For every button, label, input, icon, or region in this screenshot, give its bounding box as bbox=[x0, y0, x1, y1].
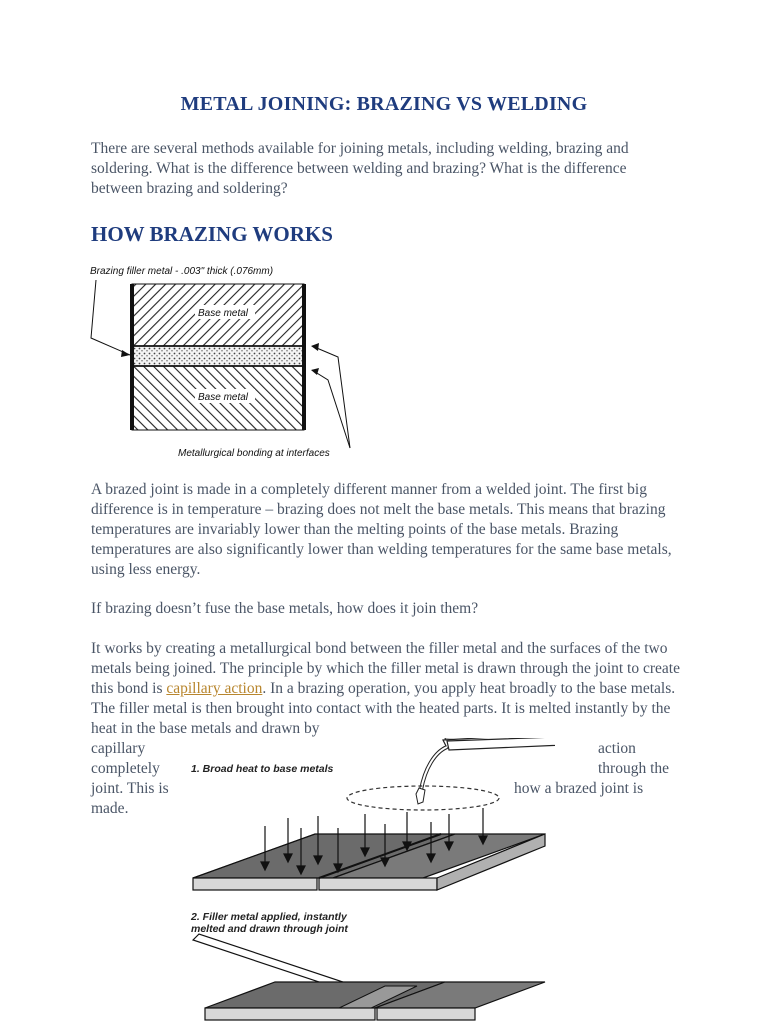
brazed-joint-diagram bbox=[88, 262, 368, 462]
base-metal-top-label: Base metal bbox=[198, 308, 249, 319]
step-2-label-line1: 2. Filler metal applied, instantly bbox=[191, 911, 347, 923]
wrap-text-4-left: made. bbox=[91, 800, 129, 817]
intro-paragraph: There are several methods available for joining metals, including welding, brazing and soldering. What is the difference between welding and brazing? What is the difference between brazing and soldering? bbox=[91, 140, 629, 197]
step-1-label: 1. Broad heat to base metals bbox=[191, 763, 334, 775]
bonding-arrow-top bbox=[312, 346, 350, 448]
section-heading: HOW BRAZING WORKS bbox=[91, 222, 333, 246]
filler-metal-label: Brazing filler metal - .003" thick (.076mm) bbox=[90, 266, 274, 277]
brazing-process-illustration bbox=[185, 738, 555, 1024]
bonding-label: Metallurgical bonding at interfaces bbox=[178, 448, 330, 459]
bonding-arrow-bottom bbox=[312, 370, 350, 448]
wrap-text-3-right: how a brazed joint is bbox=[514, 780, 644, 797]
wrap-text-2-left: completely bbox=[91, 760, 160, 777]
wrap-text-1-left: capillary bbox=[91, 740, 146, 757]
wrap-text-3-left: joint. This is bbox=[91, 780, 169, 797]
wrap-text-2-right: through the bbox=[598, 760, 670, 777]
base-metal-bottom-label: Base metal bbox=[198, 392, 249, 403]
page-title: METAL JOINING: BRAZING VS WELDING bbox=[180, 93, 588, 115]
paragraph-temperature: A brazed joint is made in a completely different manner from a welded joint. The first big difference is in temperature – brazing does not melt the base metals. This means that brazing temperatures are invariably lower than the melting points of the base metals. Brazing temperatures are also significantly lower than welding temperatures for the same base metals, using less energy. bbox=[91, 481, 672, 578]
wrap-text-1-right: action bbox=[598, 740, 636, 757]
capillary-action-link[interactable]: capillary action bbox=[166, 680, 263, 697]
step-2-label-line2: melted and drawn through joint bbox=[191, 923, 348, 935]
paragraph-capillary: It works by creating a metallurgical bond between the filler metal and the surfaces of the two metals being joined. The principle by which the filler metal is drawn through the joint to create this bond is capillary action. In a brazing operation, you apply heat broadly to the base metals. The filler metal is then brought into contact with the heated parts. It is melted instantly by the heat in the base metals and drawn by bbox=[91, 640, 680, 737]
paragraph-question: If brazing doesn’t fuse the base metals, how does it join them? bbox=[91, 600, 479, 617]
base-metal-plates bbox=[193, 834, 545, 890]
joined-plates bbox=[205, 982, 545, 1020]
filler-arrow bbox=[91, 280, 130, 355]
